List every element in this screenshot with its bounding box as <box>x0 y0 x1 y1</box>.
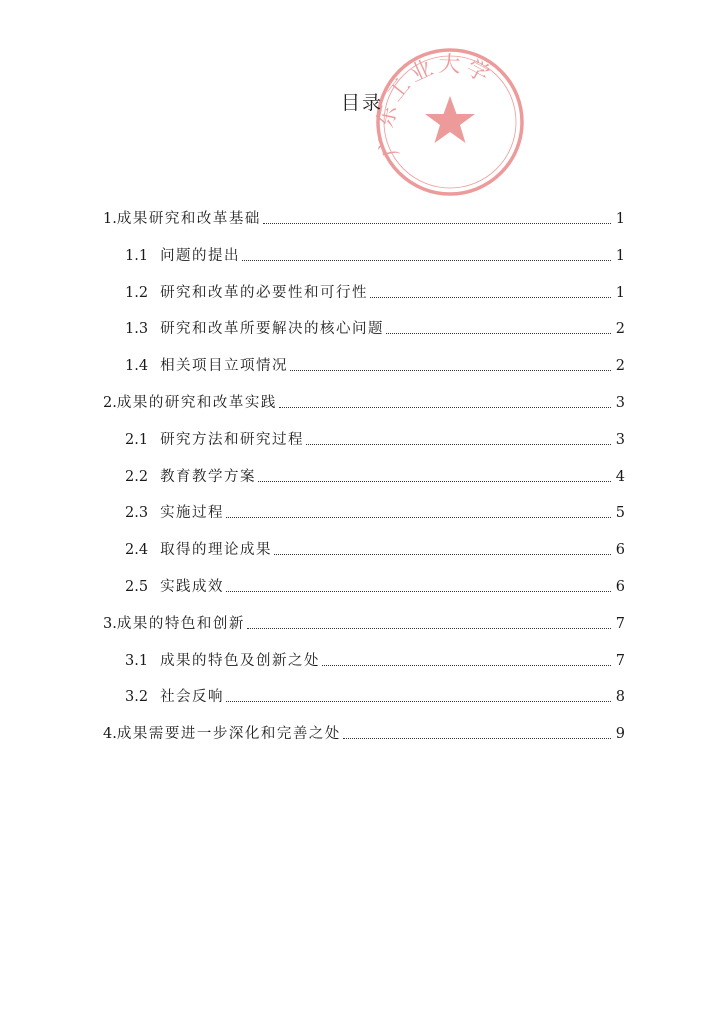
toc-page-number: 7 <box>615 652 625 669</box>
toc-section-entry[interactable] <box>125 237 625 265</box>
toc-page-number: 1 <box>615 211 625 227</box>
seal-text: 广东工业大学 <box>373 52 497 160</box>
toc-dot-leader <box>258 481 611 482</box>
toc-dot-leader <box>226 517 611 518</box>
toc-entry-label: 实践成效 <box>160 579 225 595</box>
toc-entry-label: 研究方法和研究过程 <box>160 431 305 448</box>
toc-page-number: 7 <box>615 615 625 632</box>
toc-entry-number: 4. <box>103 726 117 743</box>
toc-dot-leader <box>306 444 611 445</box>
toc-section-entry[interactable] <box>125 347 625 375</box>
toc-entry-number: 1.3 <box>125 321 149 338</box>
toc-page-number: 4 <box>615 468 625 485</box>
toc-dot-leader <box>274 554 611 555</box>
toc-section-entry[interactable] <box>125 421 625 449</box>
toc-page-number: 1 <box>615 247 625 264</box>
toc-page-number: 8 <box>615 689 625 706</box>
toc-dot-leader <box>263 223 611 224</box>
toc-dot-leader <box>386 333 611 334</box>
toc-page-number: 6 <box>615 542 625 559</box>
toc-dot-leader <box>242 260 611 261</box>
toc-dot-leader <box>226 701 611 702</box>
toc-entry-number: 2.1 <box>125 431 149 448</box>
toc-entry-label: 成果的特色及创新之处 <box>160 652 321 669</box>
toc-page-number: 2 <box>615 321 625 338</box>
toc-entry-label: 成果研究和改革基础 <box>116 211 261 227</box>
toc-entry-number: 2.4 <box>125 542 149 559</box>
toc-chapter-entry[interactable] <box>103 605 625 633</box>
toc-entry-number: 3. <box>103 615 117 632</box>
toc-chapter-entry[interactable] <box>103 200 625 228</box>
toc-entry-number: 1.2 <box>125 284 149 301</box>
toc-chapter-entry[interactable] <box>103 384 625 412</box>
toc-section-entry[interactable] <box>125 274 625 302</box>
toc-dot-leader <box>226 591 611 592</box>
toc-page-number: 2 <box>615 358 625 375</box>
toc-entry-number: 3.2 <box>125 689 149 706</box>
toc-entry-label: 教育教学方案 <box>160 468 257 485</box>
toc-dot-leader <box>322 665 611 666</box>
toc-page-number: 5 <box>615 505 625 522</box>
toc-dot-leader <box>279 407 611 408</box>
toc-dot-leader <box>247 628 611 629</box>
toc-entry-label: 社会反响 <box>160 689 225 706</box>
toc-entry-number: 3.1 <box>125 652 149 669</box>
toc-section-entry[interactable] <box>125 568 625 596</box>
toc-section-entry[interactable] <box>125 458 625 486</box>
toc-section-entry[interactable] <box>125 531 625 559</box>
university-seal-stamp <box>372 44 528 200</box>
toc-page-number: 3 <box>615 395 625 411</box>
toc-entry-label: 成果需要进一步深化和完善之处 <box>116 726 341 743</box>
toc-section-entry[interactable] <box>125 310 625 338</box>
toc-entry-number: 1.4 <box>125 358 149 375</box>
toc-page-number: 1 <box>615 284 625 301</box>
toc-section-entry[interactable] <box>125 642 625 670</box>
toc-entry-number: 2.2 <box>125 468 149 485</box>
toc-page-number: 9 <box>615 726 625 743</box>
page-title: 目录 <box>340 92 383 114</box>
toc-dot-leader <box>370 297 611 298</box>
toc-entry-label: 成果的特色和创新 <box>116 615 245 632</box>
toc-dot-leader <box>290 370 611 371</box>
toc-entry-label: 实施过程 <box>160 505 225 522</box>
toc-entry-number: 2.3 <box>125 505 149 522</box>
toc-page-number: 6 <box>615 579 625 595</box>
toc-entry-number: 1.1 <box>125 247 149 264</box>
toc-section-entry[interactable] <box>125 494 625 522</box>
toc-page-number: 3 <box>615 431 625 448</box>
toc-entry-label: 成果的研究和改革实践 <box>116 395 277 411</box>
toc-entry-label: 取得的理论成果 <box>160 542 273 559</box>
toc-entry-label: 研究和改革的必要性和可行性 <box>160 284 369 301</box>
toc-entry-number: 2.5 <box>125 579 149 595</box>
toc-entry-label: 相关项目立项情况 <box>160 358 289 375</box>
toc-section-entry[interactable] <box>125 678 625 706</box>
toc-entry-label: 问题的提出 <box>160 247 241 264</box>
toc-entry-number: 1. <box>103 211 117 227</box>
toc-entry-number: 2. <box>103 395 117 411</box>
toc-dot-leader <box>343 738 611 739</box>
toc-entry-label: 研究和改革所要解决的核心问题 <box>160 321 385 338</box>
toc-chapter-entry[interactable] <box>103 715 625 743</box>
